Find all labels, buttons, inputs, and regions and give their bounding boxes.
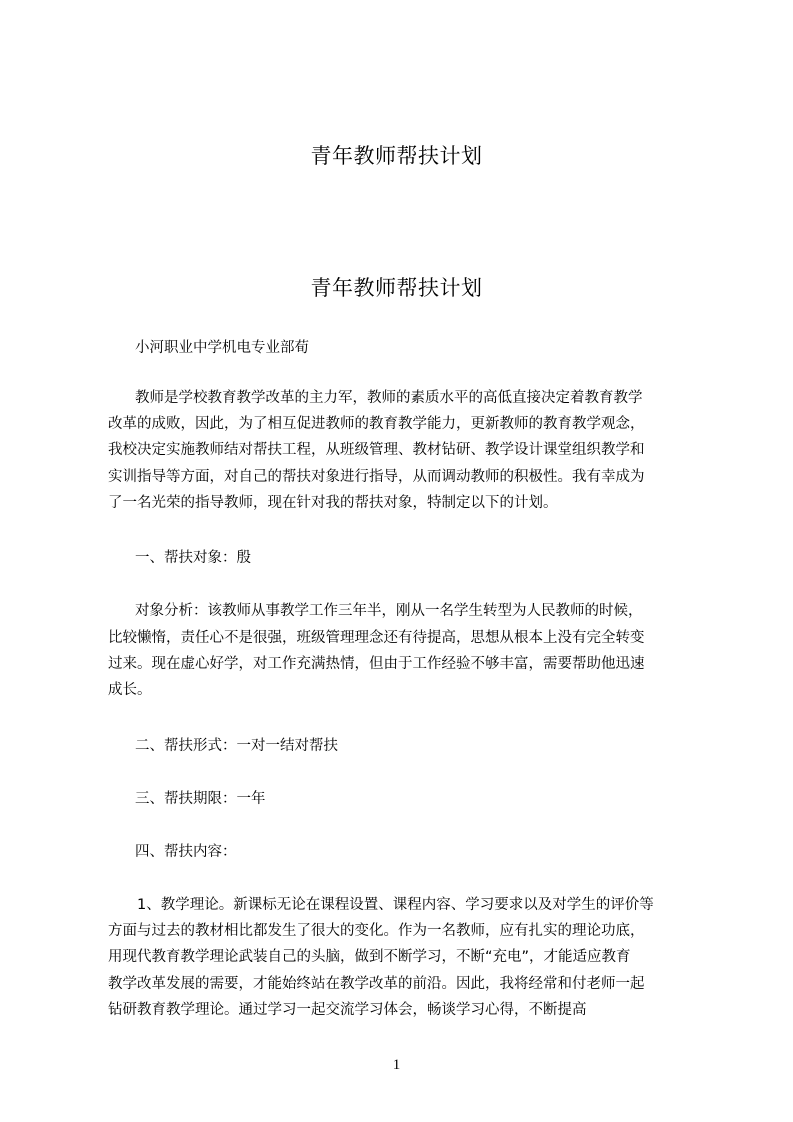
- section-3-heading: 三、帮扶期限：一年: [135, 791, 266, 807]
- content-item-1-line-3: 用现代教育教学理论武装自己的头脑，做到不断学习，不断“充电”，才能适应教育: [108, 949, 631, 965]
- section-1-heading: 一、帮扶对象：殷: [135, 550, 251, 566]
- content-item-1-line-4: 教学改革发展的需要，才能始终站在教学改革的前沿。因此，我将经常和付老师一起: [108, 976, 645, 992]
- intro-line-2: 改革的成败，因此，为了相互促进教师的教育教学能力，更新教师的教育教学观念，: [108, 416, 645, 432]
- intro-line-1: 教师是学校教育教学改革的主力军，教师的素质水平的高低直接决定着教育教学: [135, 390, 643, 406]
- intro-line-5: 了一名光荣的指导教师，现在针对我的帮扶对象，特制定以下的计划。: [108, 495, 558, 511]
- page-number: 1: [392, 1057, 401, 1073]
- content-item-1-line-2: 方面与过去的教材相比都发生了很大的变化。作为一名教师，应有扎实的理论功底，: [108, 923, 645, 939]
- author-line: 小河职业中学机电专业部荀: [135, 340, 309, 356]
- analysis-line-2: 比较懒惰，责任心不是很强，班级管理理念还有待提高，思想从根本上没有完全转变: [108, 630, 645, 646]
- analysis-line-3: 过来。现在虚心好学，对工作充满热情，但由于工作经验不够丰富，需要帮助他迅速: [108, 656, 645, 672]
- cover-title: 青年教师帮扶计划: [310, 144, 483, 168]
- section-2-heading: 二、帮扶形式：一对一结对帮扶: [135, 738, 338, 754]
- content-item-1-line-5: 钻研教育教学理论。通过学习一起交流学习体会，畅谈学习心得，不断提高: [108, 1002, 587, 1018]
- intro-line-4: 实训指导等方面，对自己的帮扶对象进行指导，从而调动教师的积极性。我有幸成为: [108, 469, 645, 485]
- analysis-line-4: 成长。: [108, 682, 152, 698]
- intro-line-3: 我校决定实施教师结对帮扶工程，从班级管理、教材钻研、教学设计课堂组织教学和: [108, 442, 645, 458]
- content-item-1-line-1: 1、教学理论。新课标无论在课程设置、课程内容、学习要求以及对学生的评价等: [137, 897, 654, 913]
- section-4-heading: 四、帮扶内容：: [135, 844, 237, 860]
- analysis-line-1: 对象分析：该教师从事教学工作三年半，刚从一名学生转型为人民教师的时候，: [135, 603, 643, 619]
- document-title: 青年教师帮扶计划: [310, 276, 483, 300]
